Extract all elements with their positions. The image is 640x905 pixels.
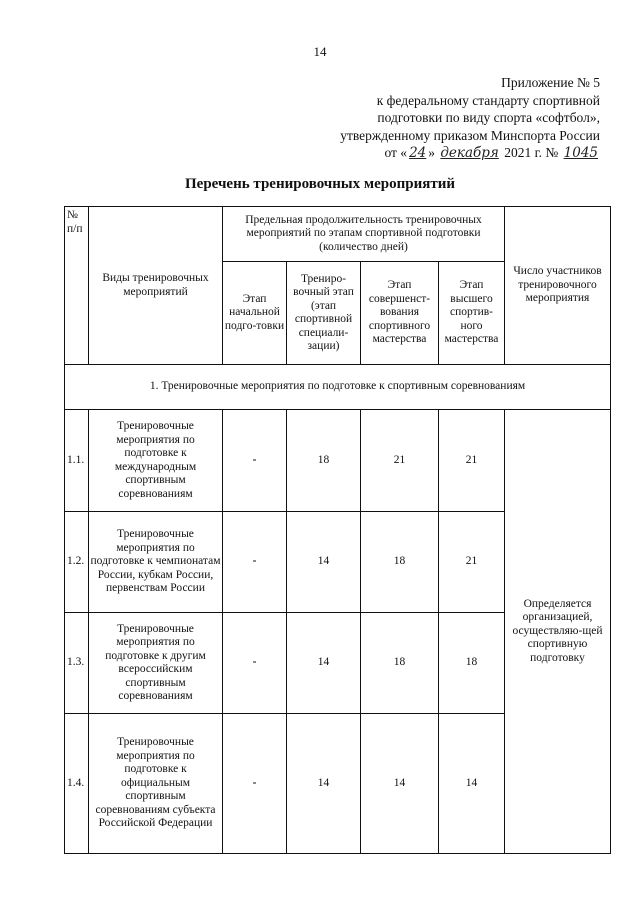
row-stage-improvement: 21 <box>361 410 439 512</box>
appendix-line-4: утвержденному приказом Минспорта России <box>340 127 600 143</box>
row-stage-highest: 21 <box>439 512 505 613</box>
row-stage-improvement: 18 <box>361 512 439 613</box>
row-number: 1.2. <box>65 512 89 613</box>
section-title: 1. Тренировочные мероприятия по подготовке к спортивным соревнованиям <box>65 365 611 410</box>
order-number-handwritten: 1045 <box>563 145 598 161</box>
row-number: 1.4. <box>65 714 89 854</box>
row-event-name: Тренировочные мероприятия по подготовке к другим всероссийским спортивным соревнованиям <box>89 613 223 714</box>
appendix-line-1: Приложение № 5 <box>501 75 600 90</box>
appendix-line-3: подготовки по виду спорта «софтбол», <box>377 110 600 125</box>
order-day-handwritten: 24 <box>409 145 427 161</box>
order-date-mid: » <box>428 145 435 160</box>
row-stage-training: 14 <box>287 512 361 613</box>
row-stage-initial: - <box>223 410 287 512</box>
header-participants: Число участников тренировочного мероприятия <box>505 207 611 365</box>
row-event-name: Тренировочные мероприятия по подготовке к международным спортивным соревнованиям <box>89 410 223 512</box>
row-stage-initial: - <box>223 613 287 714</box>
appendix-block <box>310 74 600 163</box>
row-event-name: Тренировочные мероприятия по подготовке к официальным спортивным соревнованиям субъекта Российской Федерации <box>89 714 223 854</box>
row-stage-improvement: 14 <box>361 714 439 854</box>
header-row-1 <box>65 207 611 262</box>
header-type: Виды тренировочных мероприятий <box>89 207 223 365</box>
row-stage-training: 14 <box>287 613 361 714</box>
header-stage-improvement: Этап совершенст-вования спортивного мастерства <box>361 262 439 365</box>
row-number: 1.3. <box>65 613 89 714</box>
order-month-handwritten: декабря <box>440 145 499 161</box>
row-stage-highest: 21 <box>439 410 505 512</box>
table-row <box>65 410 611 512</box>
row-stage-highest: 14 <box>439 714 505 854</box>
page-number: 14 <box>313 44 327 59</box>
header-num: № п/п <box>65 207 89 365</box>
document-title: Перечень тренировочных мероприятий <box>185 176 455 192</box>
order-date-prefix: от « <box>384 145 408 160</box>
header-stage-highest: Этап высшего спортив-ного мастерства <box>439 262 505 365</box>
participants-value: Определяется организацией, осуществляю-щей спортивную подготовку <box>505 410 611 854</box>
training-events-table <box>64 206 611 854</box>
appendix-line-2: к федеральному стандарту спортивной <box>376 92 600 108</box>
header-duration: Предельная продолжительность тренировочных мероприятий по этапам спортивной подготовки (количество дней) <box>223 207 505 262</box>
section-row <box>65 365 611 410</box>
row-stage-initial: - <box>223 714 287 854</box>
header-stage-initial: Этап начальной подго-товки <box>223 262 287 365</box>
row-stage-training: 14 <box>287 714 361 854</box>
row-event-name: Тренировочные мероприятия по подготовке к чемпионатам России, кубкам России, первенствам России <box>89 512 223 613</box>
row-stage-improvement: 18 <box>361 613 439 714</box>
order-date-line <box>310 144 600 163</box>
header-stage-training: Трениро-вочный этап (этап спортивной специали-зации) <box>287 262 361 365</box>
row-number: 1.1. <box>65 410 89 512</box>
row-stage-training: 18 <box>287 410 361 512</box>
row-stage-highest: 18 <box>439 613 505 714</box>
order-year: 2021 г. № <box>504 145 559 160</box>
row-stage-initial: - <box>223 512 287 613</box>
